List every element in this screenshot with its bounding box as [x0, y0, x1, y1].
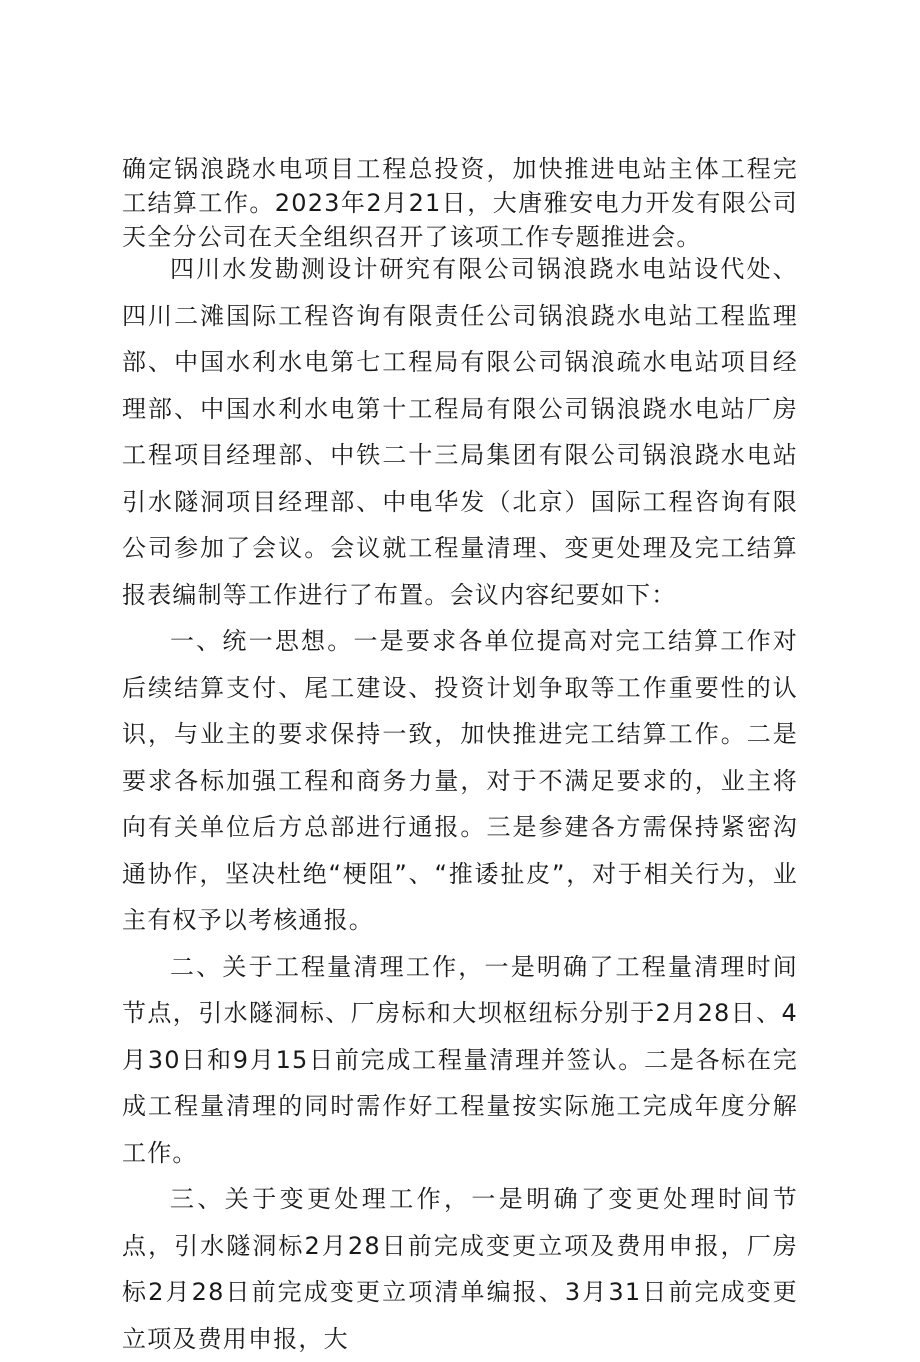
paragraph-section-1: 一、统一思想。一是要求各单位提高对完工结算工作对后续结算支付、尾工建设、投资计划争取等工作重要性的认识，与业主的要求保持一致，加快推进完工结算工作。二是要求各标加强工程和商务力量，对于不满足要求的，业主将向有关单位后方总部进行通报。三是参建各方需保持紧密沟通协作，坚决杜绝“梗阻”、“推诿扯皮”，对于相关行为，业主有权予以考核通报。 — [122, 627, 798, 934]
paragraph-section-2: 二、关于工程量清理工作，一是明确了工程量清理时间节点，引水隧洞标、厂房标和大坝枢纽标分别于2月28日、4月30日和9月15日前完成工程量清理并签认。二是各标在完成工程量清理的同时需作好工程量按实际施工完成年度分解工作。 — [122, 952, 798, 1167]
document-intro — [122, 152, 798, 254]
paragraph-intro: 确定锅浪跷水电项目工程总投资，加快推进电站主体工程完工结算工作。2023年2月21日，大唐雅安电力开发有限公司天全分公司在天全组织召开了该项工作专题推进会。 — [122, 155, 798, 251]
document-body — [122, 246, 798, 1362]
paragraph-section-3: 三、关于变更处理工作，一是明确了变更处理时间节点，引水隧洞标2月28日前完成变更立项及费用申报，厂房标2月28日前完成变更立项清单编报、3月31日前完成变更立项及费用申报，大 — [122, 1185, 798, 1353]
paragraph-attendees: 四川水发勘测设计研究有限公司锅浪跷水电站设代处、四川二滩国际工程咨询有限责任公司锅浪跷水电站工程监理部、中国水利水电第七工程局有限公司锅浪疏水电站项目经理部、中国水利水电第十工程局有限公司锅浪跷水电站厂房工程项目经理部、中铁二十三局集团有限公司锅浪跷水电站引水隧洞项目经理部、中电华发（北京）国际工程咨询有限公司参加了会议。会议就工程量清理、变更处理及完工结算报表编制等工作进行了布置。会议内容纪要如下： — [122, 255, 798, 609]
